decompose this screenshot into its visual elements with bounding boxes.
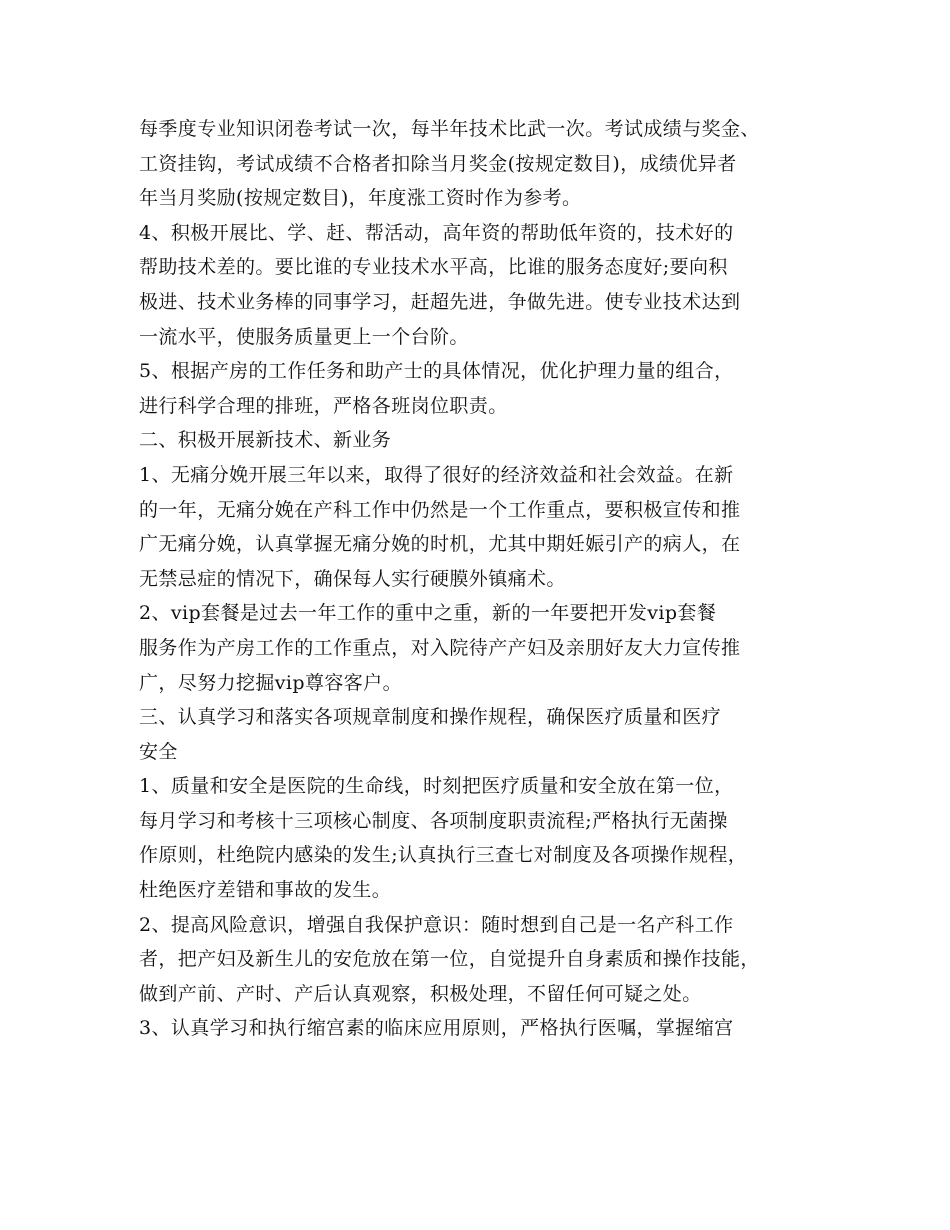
text-line: 三、认真学习和落实各项规章制度和操作规程，确保医疗质量和医疗 bbox=[139, 706, 722, 729]
text-line: 工资挂钩，考试成绩不合格者扣除当月奖金(按规定数目)，成绩优异者 bbox=[139, 152, 737, 175]
text-line: 二、积极开展新技术、新业务 bbox=[139, 429, 392, 452]
text-line: 作原则，杜绝院内感染的发生;认真执行三查七对制度及各项操作规程， bbox=[139, 844, 748, 867]
text-line: 极进、技术业务棒的同事学习，赶超先进，争做先进。使专业技术达到 bbox=[139, 290, 741, 313]
text-line: 服务作为产房工作的工作重点，对入院待产产妇及亲朋好友大力宣传推 bbox=[139, 636, 741, 659]
text-line: 4、积极开展比、学、赶、帮活动，高年资的帮助低年资的，技术好的 bbox=[139, 221, 734, 244]
text-line: 每季度专业知识闭卷考试一次，每半年技术比武一次。考试成绩与奖金、 bbox=[139, 118, 760, 140]
text-line: 广无痛分娩，认真掌握无痛分娩的时机，尤其中期妊娠引产的病人，在 bbox=[139, 533, 741, 556]
text-line: 2、vip套餐是过去一年工作的重中之重，新的一年要把开发vip套餐 bbox=[139, 602, 717, 625]
text-line: 进行科学合理的排班，严格各班岗位职责。 bbox=[139, 394, 508, 417]
text-line: 杜绝医疗差错和事故的发生。 bbox=[139, 879, 392, 902]
text-line: 3、认真学习和执行缩宫素的临床应用原则，严格执行医嘱，掌握缩宫 bbox=[139, 1017, 734, 1040]
text-line: 每月学习和考核十三项核心制度、各项制度职责流程;严格执行无菌操 bbox=[139, 809, 728, 832]
text-line: 者，把产妇及新生儿的安危放在第一位，自觉提升自身素质和操作技能， bbox=[139, 948, 760, 971]
text-line: 无禁忌症的情况下，确保每人实行硬膜外镇痛术。 bbox=[139, 567, 566, 590]
text-line: 2、提高风险意识，增强自我保护意识：随时想到自己是一名产科工作 bbox=[139, 913, 734, 936]
text-line: 1、质量和安全是医院的生命线，时刻把医疗质量和安全放在第一位， bbox=[139, 775, 734, 798]
text-line: 1、无痛分娩开展三年以来，取得了很好的经济效益和社会效益。在新 bbox=[139, 463, 734, 486]
text-line: 广，尽努力挖掘vip尊容客户。 bbox=[139, 671, 402, 694]
text-line: 的一年，无痛分娩在产科工作中仍然是一个工作重点，要积极宣传和推 bbox=[139, 498, 741, 521]
text-line: 5、根据产房的工作任务和助产士的具体情况，优化护理力量的组合， bbox=[139, 360, 734, 383]
text-line: 年当月奖励(按规定数目)，年度涨工资时作为参考。 bbox=[139, 187, 582, 210]
text-line: 帮助技术差的。要比谁的专业技术水平高，比谁的服务态度好;要向积 bbox=[139, 256, 728, 279]
text-line: 一流水平，使服务质量更上一个台阶。 bbox=[139, 325, 469, 348]
text-line: 安全 bbox=[139, 740, 178, 763]
text-line: 做到产前、产时、产后认真观察，积极处理，不留任何可疑之处。 bbox=[139, 982, 702, 1005]
document-body bbox=[139, 112, 819, 1046]
